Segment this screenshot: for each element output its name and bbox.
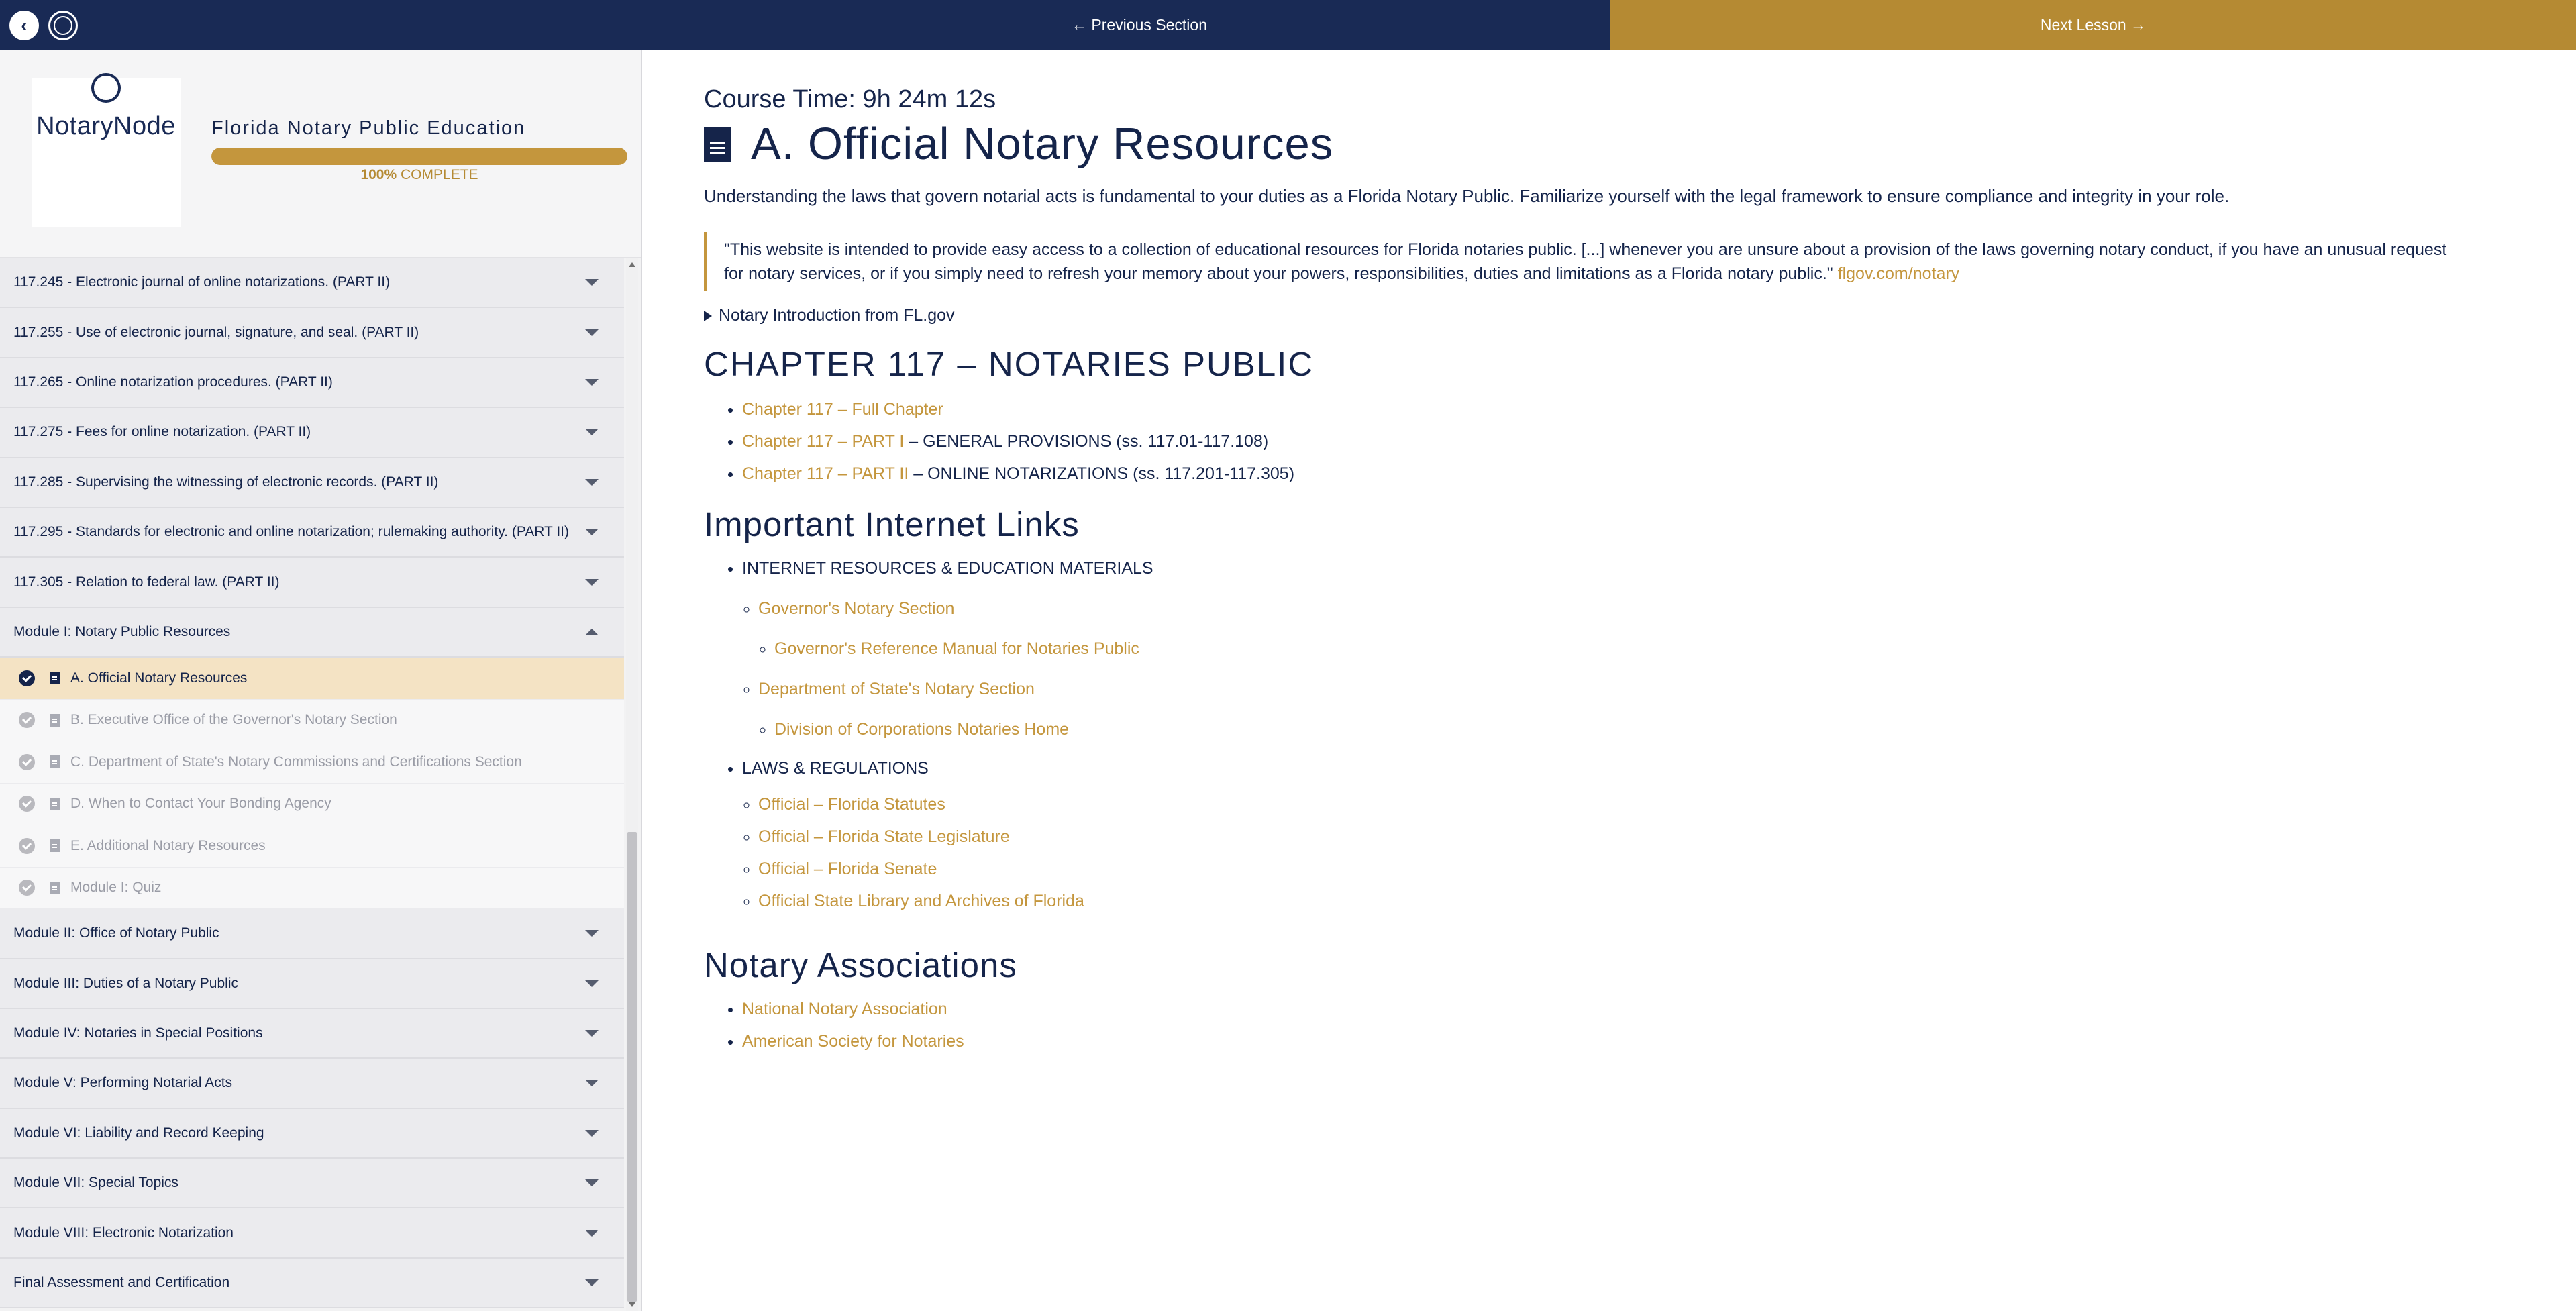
previous-section-label: Previous Section: [1091, 16, 1207, 34]
list-item: [742, 552, 2542, 749]
lesson-a-official-notary-resources[interactable]: [0, 658, 624, 700]
check-circle-icon: [19, 712, 35, 728]
sublist: [774, 629, 2542, 669]
previous-section-link[interactable]: [1072, 0, 1207, 50]
sublist: [758, 788, 2542, 917]
chevron-down-icon: [585, 980, 599, 987]
module-item[interactable]: [0, 1208, 624, 1258]
top-navigation-bar: [0, 0, 2576, 50]
lesson-d[interactable]: [0, 784, 624, 826]
module-item[interactable]: [0, 1159, 624, 1208]
progress-word: COMPLETE: [401, 167, 478, 182]
blockquote: [704, 232, 2469, 291]
state-library-link[interactable]: Official State Library and Archives of Florida: [758, 892, 1084, 910]
document-icon: [50, 672, 60, 684]
scroll-up-icon[interactable]: [629, 262, 635, 267]
intro-paragraph: Understanding the laws that govern notarial acts is fundamental to your duties as a Florida Notary Public. Familiarize yourself with the legal framework to ensure compliance and integrity in your role.: [704, 186, 2230, 206]
internet-links-heading: Important Internet Links: [704, 505, 1080, 543]
details-toggle[interactable]: [704, 306, 2542, 325]
sidebar-item[interactable]: [0, 308, 624, 358]
lesson-e[interactable]: [0, 825, 624, 868]
lesson-label: Module I: Quiz: [70, 880, 162, 896]
module-item[interactable]: [0, 1059, 624, 1108]
module-label: Module VI: Liability and Record Keeping: [13, 1124, 264, 1141]
module-label: Module VIII: Electronic Notarization: [13, 1224, 234, 1241]
sidebar-item[interactable]: [0, 508, 624, 558]
scroll-down-icon[interactable]: [629, 1302, 635, 1307]
lesson-label: D. When to Contact Your Bonding Agency: [70, 796, 331, 812]
sublist: [774, 709, 2542, 749]
list-item: [742, 425, 2542, 458]
quote-text: "This website is intended to provide easy access to a collection of educational resources for Florida notaries public. [...] whenever you are unsure about a provision of the laws governing notary conduct, if you have an unusual request for notary services, or if you simply need to refresh your memory about your powers, responsibilities, duties and limitations as a Florida notary public.": [724, 240, 2447, 283]
seal-icon: [91, 73, 121, 103]
sidebar-item-label: 117.285 - Supervising the witnessing of electronic records. (PART II): [13, 474, 439, 490]
chapter-links-list: [742, 393, 2542, 490]
list-item: [758, 885, 2542, 917]
arrow-left-icon: ←: [1072, 16, 1087, 34]
florida-statutes-link[interactable]: Official – Florida Statutes: [758, 795, 945, 814]
module-label: Module II: Office of Notary Public: [13, 925, 219, 941]
list-item: [742, 752, 2542, 917]
back-icon[interactable]: ‹: [9, 11, 39, 40]
chevron-down-icon: [585, 329, 599, 336]
logo-text: NotaryNode: [36, 112, 176, 140]
scrollbar-thumb[interactable]: [627, 832, 637, 1302]
lesson-c[interactable]: [0, 741, 624, 784]
internet-links-list: [742, 552, 2542, 917]
list-item: [742, 458, 2542, 490]
page-title-text: A. Official Notary Resources: [751, 119, 1334, 169]
module-label: Module VII: Special Topics: [13, 1175, 178, 1191]
chevron-down-icon: [585, 279, 599, 286]
lesson-b[interactable]: [0, 700, 624, 742]
chapter-part-ii-desc: – ONLINE NOTARIZATIONS (ss. 117.201-117.305): [909, 464, 1295, 483]
document-icon: [50, 714, 60, 727]
list-item: [742, 1025, 2542, 1057]
sidebar-item[interactable]: [0, 558, 624, 607]
sidebar-scrollbar[interactable]: [626, 258, 638, 1311]
dos-notary-link[interactable]: Department of State's Notary Section: [758, 680, 1035, 698]
module-item[interactable]: [0, 1009, 624, 1059]
top-bar-left: [0, 0, 1610, 50]
quote-source-link[interactable]: flgov.com/notary: [1837, 264, 1960, 283]
list-item: [758, 788, 2542, 821]
next-lesson-label: Next Lesson: [2040, 16, 2126, 34]
chevron-down-icon: [585, 429, 599, 435]
list-item: [758, 588, 2542, 669]
chapter-part-ii-link[interactable]: Chapter 117 – PART II: [742, 464, 909, 483]
next-lesson-button[interactable]: [1610, 0, 2576, 50]
module-label: Final Assessment and Certification: [13, 1275, 230, 1291]
governor-manual-link[interactable]: Governor's Reference Manual for Notaries Public: [774, 639, 1139, 658]
chevron-down-icon: [585, 579, 599, 586]
list-item: [742, 393, 2542, 425]
document-icon: [50, 839, 60, 852]
course-time: Course Time: 9h 24m 12s: [704, 85, 996, 113]
chapter-full-link[interactable]: Chapter 117 – Full Chapter: [742, 400, 943, 419]
chevron-up-icon: [585, 629, 599, 635]
internet-resources-label: INTERNET RESOURCES & EDUCATION MATERIALS: [742, 559, 1153, 578]
governor-notary-link[interactable]: Governor's Notary Section: [758, 599, 955, 618]
sidebar-item[interactable]: [0, 458, 624, 508]
check-circle-icon: [19, 754, 35, 770]
lesson-label: B. Executive Office of the Governor's Notary Section: [70, 712, 397, 728]
lesson-module-i-quiz[interactable]: [0, 868, 624, 910]
sublist: [758, 588, 2542, 749]
module-label: Module III: Duties of a Notary Public: [13, 975, 238, 991]
lesson-label: C. Department of State's Notary Commissions and Certifications Section: [70, 753, 522, 770]
notarynode-seal-icon[interactable]: [48, 11, 78, 40]
chevron-down-icon: [585, 379, 599, 386]
list-item: [774, 709, 2542, 749]
laws-label: LAWS & REGULATIONS: [742, 759, 929, 778]
list-item: [742, 993, 2542, 1025]
sidebar-item-label: 117.245 - Electronic journal of online notarizations. (PART II): [13, 274, 391, 291]
list-item: [774, 629, 2542, 669]
chevron-down-icon: [585, 479, 599, 486]
lesson-navigation: [0, 258, 624, 1308]
chevron-down-icon: [585, 1230, 599, 1237]
progress-label: [211, 167, 627, 183]
chevron-down-icon: [585, 930, 599, 937]
check-circle-icon: [19, 796, 35, 812]
module-item[interactable]: [0, 1109, 624, 1159]
sidebar-item[interactable]: [0, 408, 624, 458]
progress-fill: [211, 148, 627, 165]
nna-link[interactable]: National Notary Association: [742, 1000, 947, 1018]
arrow-right-icon: →: [2130, 16, 2147, 34]
chevron-down-icon: [585, 1279, 599, 1286]
chapter-part-i-link[interactable]: Chapter 117 – PART I: [742, 432, 905, 451]
module-i-header[interactable]: [0, 608, 624, 658]
module-label: Module V: Performing Notarial Acts: [13, 1075, 233, 1091]
chevron-down-icon: [585, 529, 599, 535]
check-circle-icon: [19, 880, 35, 896]
chevron-down-icon: [585, 1179, 599, 1186]
module-label: Module IV: Notaries in Special Positions: [13, 1025, 263, 1041]
document-icon: [50, 798, 60, 810]
list-item: [758, 669, 2542, 749]
sidebar-item-label: 117.265 - Online notarization procedures. (PART II): [13, 374, 333, 390]
module-item[interactable]: [0, 959, 624, 1009]
module-item[interactable]: [0, 909, 624, 959]
course-logo: [32, 78, 181, 227]
module-i-label: Module I: Notary Public Resources: [13, 623, 231, 639]
sidebar-item-label: 117.255 - Use of electronic journal, signature, and seal. (PART II): [13, 324, 419, 340]
corporations-link[interactable]: Division of Corporations Notaries Home: [774, 720, 1070, 739]
chevron-down-icon: [585, 1030, 599, 1037]
chevron-down-icon: [585, 1080, 599, 1086]
document-icon: [50, 755, 60, 768]
check-circle-icon: [19, 670, 35, 686]
caret-right-icon: [704, 311, 712, 321]
course-title: Florida Notary Public Education: [211, 117, 526, 139]
sidebar-header: [0, 50, 641, 258]
lesson-label: A. Official Notary Resources: [70, 670, 248, 686]
page-title: [704, 118, 2542, 170]
florida-senate-link[interactable]: Official – Florida Senate: [758, 859, 937, 878]
sidebar-item-label: 117.305 - Relation to federal law. (PART II): [13, 574, 280, 590]
asn-link[interactable]: American Society for Notaries: [742, 1032, 964, 1051]
document-icon: [50, 882, 60, 894]
list-item: [758, 853, 2542, 885]
sidebar-item-label: 117.295 - Standards for electronic and online notarization; rulemaking authority. (PART II): [13, 524, 570, 540]
sidebar-item-label: 117.275 - Fees for online notarization. (PART II): [13, 424, 311, 440]
chevron-down-icon: [585, 1130, 599, 1137]
progress-bar: [211, 148, 627, 165]
course-sidebar: [0, 50, 642, 1311]
lesson-content: [704, 50, 2542, 1057]
document-icon: [704, 127, 731, 162]
sidebar-item[interactable]: [0, 358, 624, 408]
module-item[interactable]: [0, 1259, 624, 1308]
list-item: [758, 821, 2542, 853]
associations-list: [742, 993, 2542, 1057]
chapter-part-i-desc: – GENERAL PROVISIONS (ss. 117.01-117.108): [904, 432, 1269, 451]
associations-heading: Notary Associations: [704, 946, 1017, 984]
lesson-label: E. Additional Notary Resources: [70, 837, 266, 853]
florida-legislature-link[interactable]: Official – Florida State Legislature: [758, 827, 1010, 846]
progress-value: 100%: [360, 167, 397, 182]
check-circle-icon: [19, 838, 35, 854]
details-summary: Notary Introduction from FL.gov: [719, 306, 955, 325]
sidebar-item[interactable]: [0, 258, 624, 308]
chapter-heading: CHAPTER 117 – NOTARIES PUBLIC: [704, 345, 1315, 383]
